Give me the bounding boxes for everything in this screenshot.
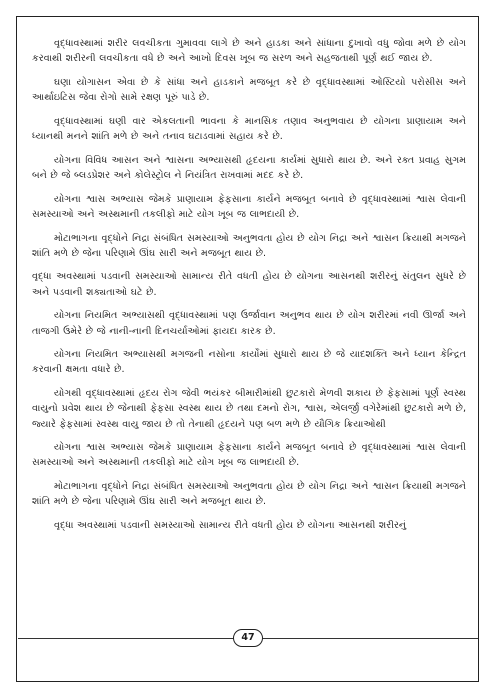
body-paragraph: મોટાભાગના વૃદ્ધોને નિદ્રા સંબંધિત સમસ્યાઓ અનુભવતા હોય છે યોગ નિદ્રા અને શ્વાસન ક્રિયાથી મગજને શાંતિ મળે છે જેના પરિણામે ઊંઘ સારી અને મજબૂત થાય છે. xyxy=(32,232,466,259)
body-paragraph: વૃદ્ધા અવસ્થામાં પડવાની સમસ્યાઓ સામાન્ય રીતે વધતી હોય છે યોગના આસનથી શરીરનું xyxy=(54,520,407,532)
page-body xyxy=(32,36,466,542)
body-paragraph: યોગથી વૃદ્ધાવસ્થામાં હૃદય રોગ જેવી ભયંકર બીમારીમાંથી છુટકારો મેળવી શકાય છે ફેફસામાં પૂર્ણ સ્વસ્થ વાયુનો પ્રવેશ થાય છે જેનાથી ફેફસા સ્વસ્થ થાય છે તથા દમનો રોગ, શ્વાસ, એલર્જી વગેરેમાંથી છુટકારો મળે છે, જ્યારે ફેફસામાં સ્વસ્થ વાયુ જાય છે તો તેનાથી હૃદયને પણ બળ મળે છે યૌગિક ક્રિયાઓથી xyxy=(32,388,466,430)
body-paragraph: વૃદ્ધાવસ્થામાં ઘણી વાર એકલતાની ભાવના કે માનસિક તણાવ અનુભવાય છે યોગના પ્રાણાયામ અને ધ્યાનથી મનને શાંતિ મળે છે અને તનાવ ઘટાડવામાં સહાય કરે છે. xyxy=(32,115,466,143)
body-paragraph: યોગના વિવિધ આસન અને શ્વાસના અભ્યાસથી હૃદયના કાર્યમાં સુધારો થાય છે. અને રક્ત પ્રવાહ સુગમ બને છે જે બ્લડપ્રેશર અને કોલેસ્ટ્રોલ ને નિયંત્રિત રાખવામાં મદદ કરે છે. xyxy=(32,154,466,181)
body-paragraph: યોગના શ્વાસ અભ્યાસ જેમકે પ્રાણાયામ ફેફસાના કાર્યને મજબૂત બનાવે છે વૃદ્ધાવસ્થામાં શ્વાસ લેવાની સમસ્યાઓ અને અસ્થમાની તકલીફો માટે યોગ ખૂબ જ લાભદાયી છે. xyxy=(32,193,466,220)
body-paragraph: યોગના નિયમિત અભ્યાસથી મગજની નસોના કાર્યોમાં સુધારો થાય છે જે યાદશક્તિ અને ધ્યાન કેન્દ્રિત કરવાની ક્ષમતા વધારે છે. xyxy=(32,349,466,376)
body-paragraph: મોટાભાગના વૃદ્ધોને નિદ્રા સંબંધિત સમસ્યાઓ અનુભવતા હોય છે યોગ નિદ્રા અને શ્વાસન ક્રિયાથી મગજને શાંતિ મળે છે જેના પરિણામે ઊંઘ સારી અને મજબૂત થાય છે. xyxy=(32,481,466,508)
page-number: 47 xyxy=(233,629,263,647)
body-paragraph: યોગના નિયમિત અભ્યાસથી વૃદ્ધાવસ્થામાં પણ ઉર્જાવાન અનુભવ થાય છે યોગ શરીરમાં નવી ઊર્જા અને તાજગી ઉમેરે છે જે નાની-નાની દિનચર્યાઓમાં ફાયદા કારક છે. xyxy=(32,310,466,337)
body-paragraph: વૃદ્ધા અવસ્થામાં પડવાની સમસ્યાઓ સામાન્ય રીતે વધતી હોય છે યોગના આસનથી શરીરનું સંતુલન સુધરે છે અને પડવાની શક્યતાઓ ઘટે છે. xyxy=(32,271,466,298)
page-footer xyxy=(0,629,496,649)
body-paragraph: વૃદ્ધાવસ્થામાં શરીર લવચીકતા ગુમાવવા લાગે છે અને હાડકા અને સાંધાના દુખાવો વધુ જોવા મળે છે યોગ કરવાથી શરીરની લવચીકતા વધે છે અને આખો દિવસ ખૂબ જ સરળ અને સહજતાથી પૂર્ણ થઈ જાય છે. xyxy=(32,38,466,65)
body-paragraph: ઘણા યોગાસન એવા છે કે સાંધા અને હાડકાને મજબૂત કરે છે વૃદ્ધાવસ્થામાં ઓસ્ટિયો પરોસીસ અને આર્થાઇટિસ જેવા રોગો સામે રક્ષણ પૂરું પાડે છે. xyxy=(32,76,466,104)
body-paragraph: યોગના શ્વાસ અભ્યાસ જેમકે પ્રાણાયામ ફેફસાના કાર્યને મજબૂત બનાવે છે વૃદ્ધાવસ્થામાં શ્વાસ લેવાની સમસ્યાઓ અને અસ્થમાની તકલીફો માટે યોગ ખૂબ જ લાભદાયી છે. xyxy=(32,442,466,469)
